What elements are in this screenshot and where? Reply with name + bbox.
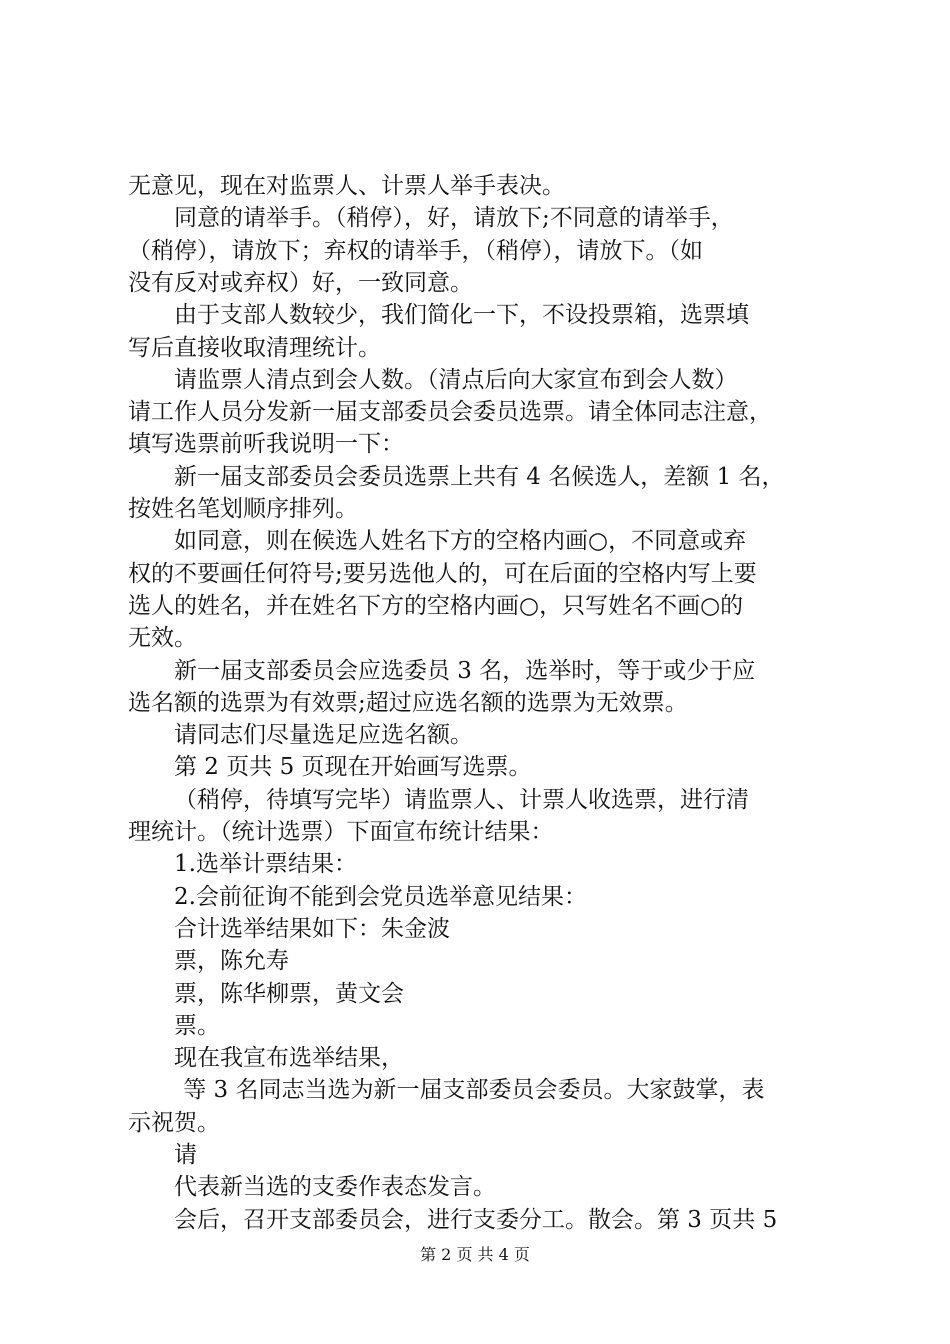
body-line: 现在我宣布选举结果， xyxy=(174,1045,404,1072)
body-line: 按姓名笔划顺序排列。 xyxy=(128,496,358,522)
body-line: 选名额的选票为有效票;超过应选名额的选票为无效票。 xyxy=(128,689,688,716)
page-footer: 第 2 页 共 4 页 xyxy=(420,1245,530,1264)
body-line: 示祝贺。 xyxy=(128,1109,220,1136)
body-line: 填写选票前听我说明一下： xyxy=(128,431,404,458)
body-line: 代表新当选的支委作表态发言。 xyxy=(174,1174,496,1201)
body-line: 等 3 名同志当选为新一届支部委员会委员。大家鼓掌，表 xyxy=(183,1077,765,1104)
body-line: 写后直接收取清理统计。 xyxy=(128,334,381,361)
body-line: 理统计。（统计选票）下面宣布统计结果： xyxy=(128,819,554,845)
body-line: 第 2 页共 5 页现在开始画写选票。 xyxy=(174,754,532,781)
body-line: 合计选举结果如下：朱金波 xyxy=(174,915,450,942)
body-line: 新一届支部委员会应选委员 3 名，选举时，等于或少于应 xyxy=(174,657,756,684)
body-line: 1.选举计票结果： xyxy=(174,851,357,878)
body-line: 如同意，则在候选人姓名下方的空格内画○，不同意或弃 xyxy=(174,528,747,555)
body-line: 会后，召开支部委员会，进行支委分工。散会。第 3 页共 5 xyxy=(174,1206,778,1233)
body-line: 无意见，现在对监票人、计票人举手表决。 xyxy=(128,173,565,199)
body-line: 没有反对或弃权）好，一致同意。 xyxy=(128,269,473,296)
body-line: 票，陈华柳票，黄文会 xyxy=(174,980,404,1007)
body-line: 票，陈允寿 xyxy=(174,948,289,975)
body-line: 请工作人员分发新一届支部委员会委员选票。请全体同志注意， xyxy=(128,399,772,426)
body-line: 同意的请举手。（稍停），好，请放下;不同意的请举手， xyxy=(174,205,734,232)
body-line: （稍停，待填写完毕）请监票人、计票人收选票，进行清 xyxy=(174,786,749,813)
body-line: 请同志们尽量选足应选名额。 xyxy=(174,722,473,749)
body-line: 2.会前征询不能到会党员选举意见结果： xyxy=(174,883,587,910)
body-line: 新一届支部委员会委员选票上共有 4 名候选人，差额 1 名， xyxy=(174,463,785,490)
body-line: 由于支部人数较少，我们简化一下，不设投票箱，选票填 xyxy=(174,302,749,329)
body-line: 权的不要画任何符号;要另选他人的，可在后面的空格内写上要 xyxy=(128,560,757,587)
body-line: 请监票人清点到会人数。（清点后向大家宣布到会人数） xyxy=(174,366,738,393)
body-line: 无效。 xyxy=(128,625,197,652)
body-line: （稍停），请放下；弃权的请举手，（稍停），请放下。（如 xyxy=(128,237,703,264)
body-line: 票。 xyxy=(174,1012,220,1039)
body-line: 选人的姓名，并在姓名下方的空格内画○，只写姓名不画○的 xyxy=(128,592,744,619)
body-line: 请 xyxy=(174,1142,197,1168)
